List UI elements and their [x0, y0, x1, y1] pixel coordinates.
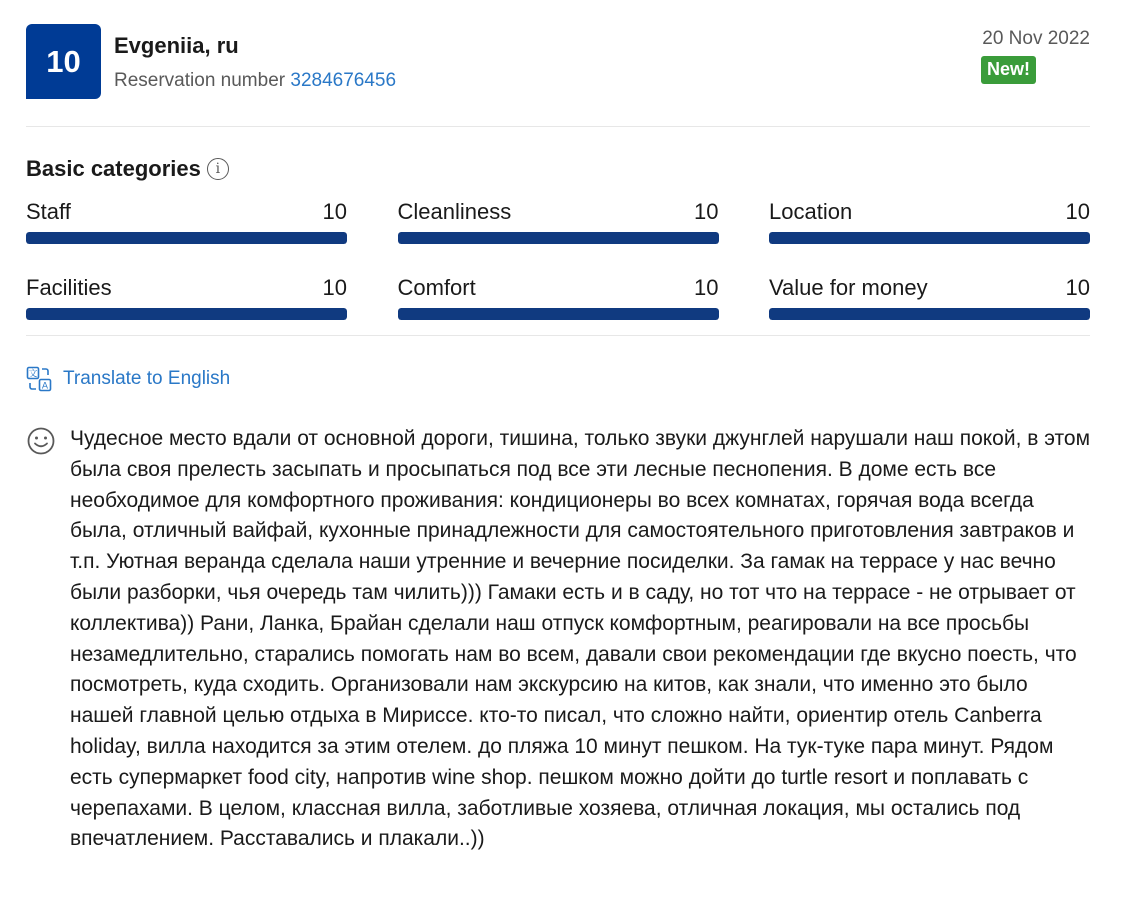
category-label: Staff — [26, 199, 71, 224]
category-score: 10 — [322, 275, 347, 300]
review-text: Чудесное место вдали от основной дороги, тишина, только звуки джунглей нарушали наш покой, в этом была своя прелесть засыпать и просыпаться под все эти лесные песнопения. В доме есть все необходимое для комфортного проживания: кондиционеры во всех комнатах, горячая вода всегда была, отличный вайфай, кухонные принадлежности для самостоятельного приготовления завтраков и т.п. Уютная веранда сделала наши утренние и вечерние посиделки. За гамак на террасе у нас вечно были разборки, чья очередь там чилить))) Гамаки есть и в саду, но тот что на террасе - не отрывает от коллектива)) Рани, Ланка, Брайан сделали наш отпуск комфортным, реагировали на все просьбы незамедлительно, старались помогать нам во всем, давали свои рекомендации где вкусно поесть, что посмотреть, куда сходить. Организовали нам экскурсию на китов, как знали, что именно это было нашей главной целью отдыха в Мириссе. кто-то писал, что сложно найти, ориентир отель Canberra holiday, вилла находится за этим отелем. до пляжа 10 минут пешком. На тук-туке пара минут. Рядом есть супермаркет food city, напротив wine shop. пешком можно дойти до turtle resort и поплавать с черепахами. В целом, классная вилла, заботливые хозяева, отличная локация, мы остались под впечатлением. Расставались и плакали..)) — [70, 427, 1091, 851]
reservation-number-link[interactable]: 3284676456 — [290, 70, 397, 91]
category-label: Cleanliness — [397, 199, 512, 224]
category-score-bar-fill — [398, 308, 719, 320]
category-label: Location — [769, 199, 853, 224]
category-item-cleanliness — [398, 199, 719, 245]
category-score: 10 — [694, 199, 719, 224]
category-score: 10 — [322, 199, 347, 224]
translate-label: Translate to English — [63, 368, 231, 389]
review-date: 20 Nov 2022 — [982, 28, 1090, 49]
translate-icon — [26, 366, 52, 392]
category-item-staff — [26, 199, 347, 245]
category-item-location — [769, 199, 1090, 245]
category-item-comfort — [398, 275, 719, 321]
reservation-info — [114, 70, 396, 92]
info-icon[interactable]: i — [207, 158, 229, 180]
review-header — [26, 0, 1090, 127]
guest-name: Evgeniia, ru — [114, 33, 239, 58]
category-label: Value for money — [769, 275, 928, 300]
category-label: Comfort — [397, 275, 476, 300]
review-score: 10 — [46, 43, 81, 79]
review-score-badge — [26, 24, 101, 99]
categories-title-row — [26, 156, 229, 182]
category-score: 10 — [1065, 199, 1090, 224]
category-score: 10 — [1065, 275, 1090, 300]
smile-icon — [26, 426, 56, 456]
category-score-bar — [769, 232, 1090, 244]
svg-text:A: A — [41, 381, 49, 392]
category-score-bar-fill — [398, 232, 719, 244]
category-item-facilities — [26, 275, 347, 321]
category-label: Facilities — [26, 275, 112, 300]
svg-text:文: 文 — [28, 369, 38, 380]
new-badge: New! — [981, 56, 1036, 84]
reservation-label: Reservation number — [114, 70, 286, 91]
basic-categories — [26, 127, 1090, 336]
categories-title: Basic categories — [26, 156, 201, 181]
category-grid — [26, 199, 1090, 321]
category-score-bar-fill — [769, 308, 1090, 320]
translate-link[interactable] — [26, 366, 230, 392]
category-score-bar — [398, 232, 719, 244]
category-score-bar — [769, 308, 1090, 320]
category-item-value-for-money — [769, 275, 1090, 321]
category-score-bar — [26, 232, 347, 244]
category-score-bar-fill — [26, 308, 347, 320]
category-score-bar-fill — [26, 232, 347, 244]
category-score-bar-fill — [769, 232, 1090, 244]
category-score-bar — [398, 308, 719, 320]
category-score-bar — [26, 308, 347, 320]
review-card — [26, 0, 1091, 851]
category-score: 10 — [694, 275, 719, 300]
